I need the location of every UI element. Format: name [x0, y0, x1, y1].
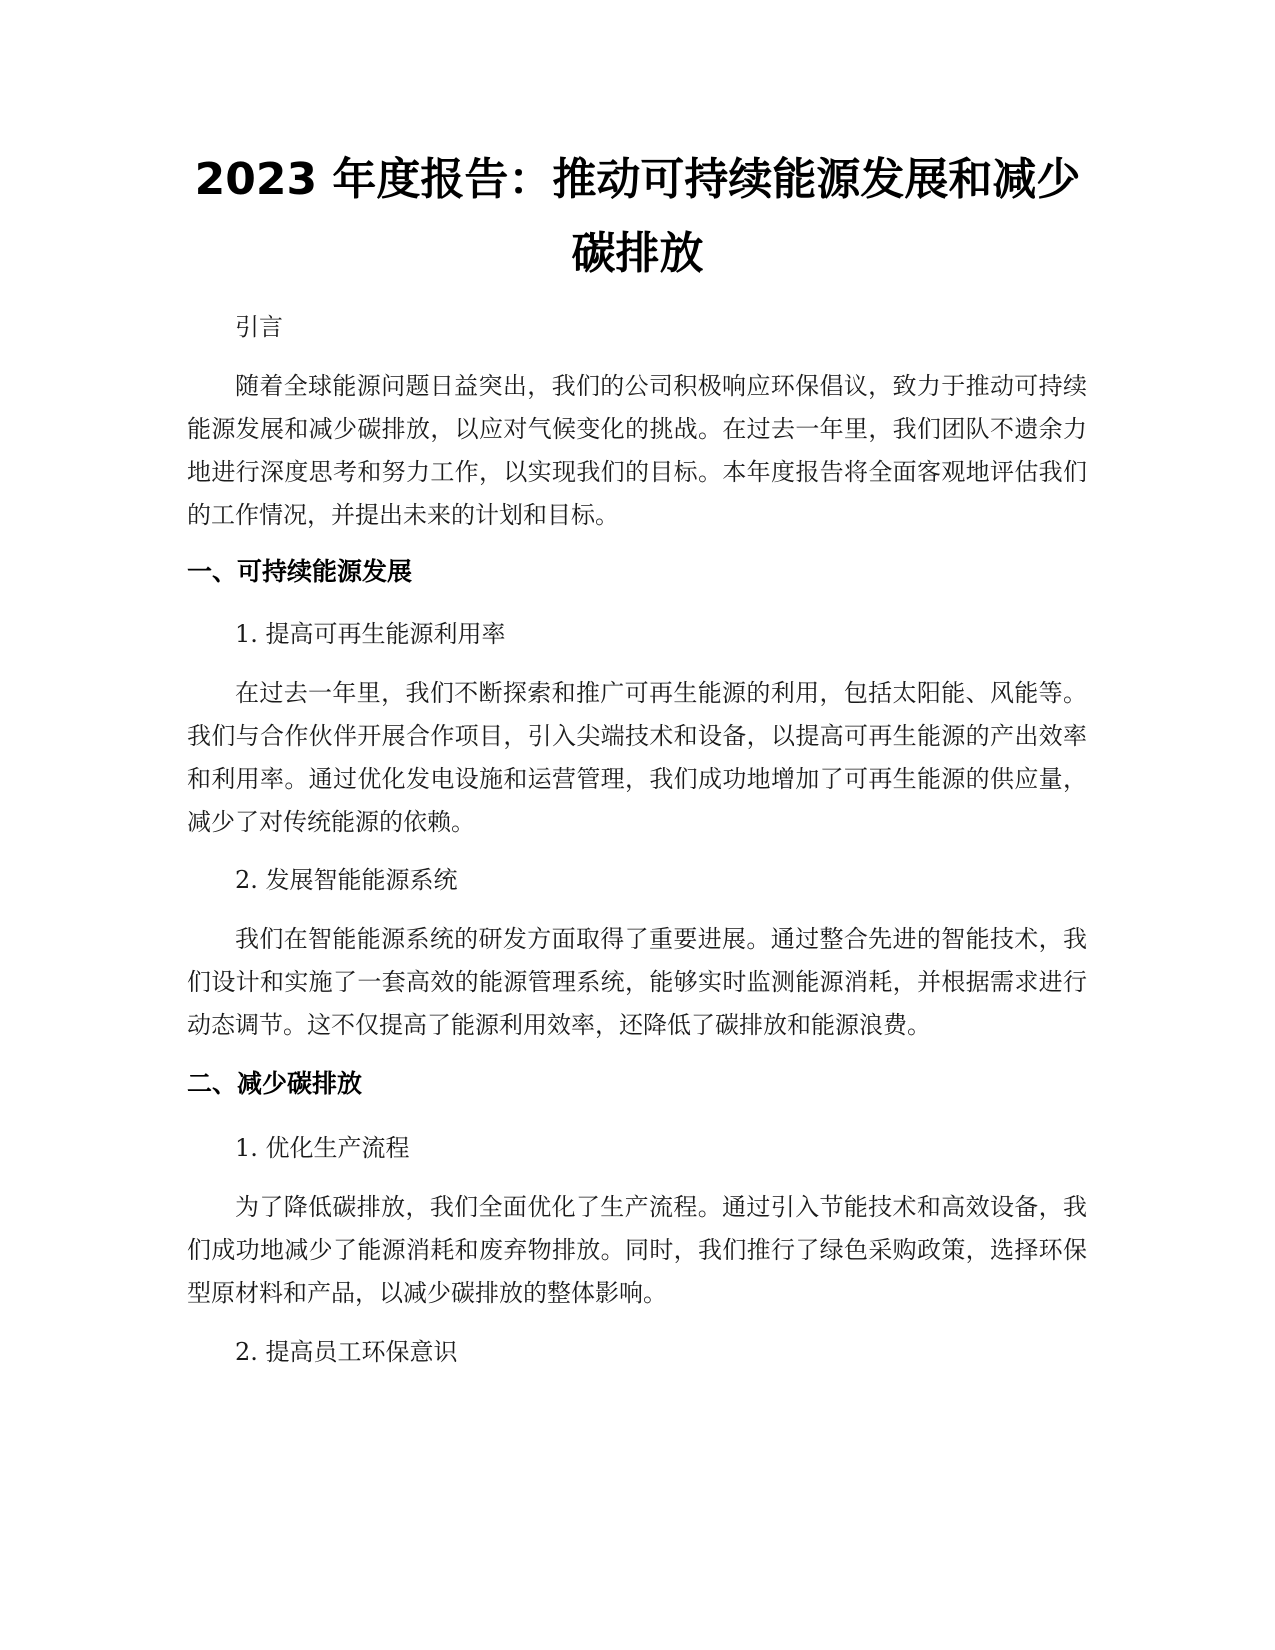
intro-paragraph: 随着全球能源问题日益突出，我们的公司积极响应环保倡议，致力于推动可持续能源发展和减少碳排放，以应对气候变化的挑战。在过去一年里，我们团队不遗余力地进行深度思考和努力工作，以实现我们的目标。本年度报告将全面客观地评估我们的工作情况，并提出未来的计划和目标。: [187, 372, 1087, 529]
intro-heading: 引言: [235, 313, 283, 341]
section-1-item-1-paragraph: 在过去一年里，我们不断探索和推广可再生能源的利用，包括太阳能、风能等。我们与合作伙伴开展合作项目，引入尖端技术和设备，以提高可再生能源的产出效率和利用率。通过优化发电设施和运营管理，我们成功地增加了可再生能源的供应量，减少了对传统能源的依赖。: [187, 679, 1087, 836]
section-2-item-1-paragraph: 为了降低碳排放，我们全面优化了生产流程。通过引入节能技术和高效设备，我们成功地减少了能源消耗和废弃物排放。同时，我们推行了绿色采购政策，选择环保型原材料和产品，以减少碳排放的整体影响。: [187, 1193, 1087, 1307]
document-title: [150, 143, 1125, 291]
section-1-item-1-subheading: 1. 提高可再生能源利用率: [235, 620, 506, 648]
title-line-2: 碳排放: [571, 228, 704, 279]
section-2-item-2-subheading: 2. 提高员工环保意识: [235, 1338, 458, 1366]
section-1-heading: 一、可持续能源发展: [187, 557, 413, 586]
section-2-heading: 二、减少碳排放: [187, 1069, 363, 1098]
section-1-item-2-subheading: 2. 发展智能能源系统: [235, 866, 458, 894]
title-line-1: 2023 年度报告：推动可持续能源发展和减少: [194, 154, 1081, 205]
section-2-item-1-subheading: 1. 优化生产流程: [235, 1134, 410, 1162]
section-1-item-2-paragraph: 我们在智能能源系统的研发方面取得了重要进展。通过整合先进的智能技术，我们设计和实施了一套高效的能源管理系统，能够实时监测能源消耗，并根据需求进行动态调节。这不仅提高了能源利用效率，还降低了碳排放和能源浪费。: [187, 925, 1087, 1039]
